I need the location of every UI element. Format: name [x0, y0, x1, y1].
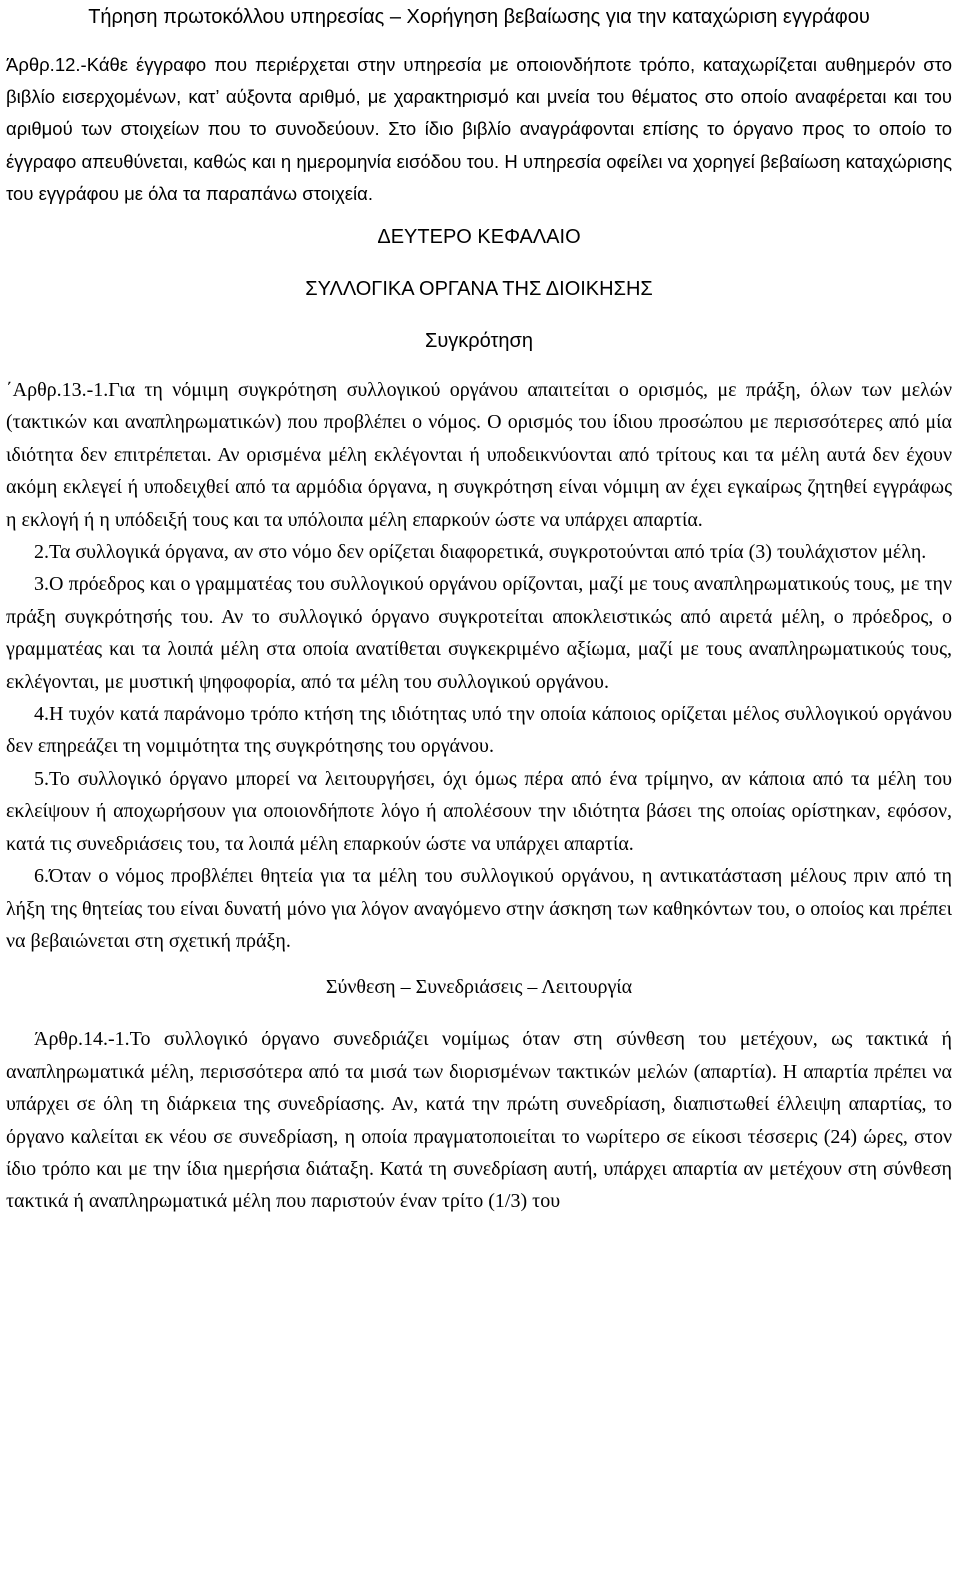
- section-2-title: Σύνθεση – Συνεδριάσεις – Λειτουργία: [325, 976, 633, 999]
- article-12-paragraph: Άρθρ.12.-Κάθε έγγραφο που περιέρχεται στην υπηρεσία με οποιονδήποτε τρόπο, καταχωρίζεται αυθημερόν στο βιβλίο εισερχομένων, κατ’ αύξοντα αριθμό, με χαρακτηρισμό και μνεία του θέματος στο οποίο αναφέρεται και του αριθμού των στοιχείων που το συνοδεύουν. Στο ίδιο βιβλίο αναγράφονται επίσης το όργανο προς το οποίο το έγγραφο απευθύνεται, καθώς και η ημερομηνία εισόδου του. Η υπηρεσία οφείλει να χορηγεί βεβαίωση καταχώρισης του εγγράφου με όλα τα παραπάνω στοιχεία.: [6, 54, 952, 204]
- document-title: Τήρηση πρωτοκόλλου υπηρεσίας – Χορήγηση βεβαίωσης για την καταχώριση εγγράφου: [88, 6, 870, 28]
- article-14-paragraph: Άρθρ.14.-1.Το συλλογικό όργανο συνεδριάζει νομίμως όταν στη σύνθεση του μετέχουν, ως τακτικά ή αναπληρωματικά μέλη, περισσότερα από τα μισά των διορισμένων τακτικών μελών (απαρτία). Η απαρτία πρέπει να υπάρχει σε όλη τη διάρκεια της συνεδρίασης. Αν, κατά την πρώτη συνεδρίαση, διαπιστωθεί έλλειψη απαρτίας, το όργανο καλείται εκ νέου σε συνεδρίαση, η οποία πραγματοποιείται το νωρίτερο σε είκοσι τέσσερις (24) ώρες, στον ίδιο τρόπο και με την ίδια ημερήσια διάταξη. Κατά τη συνεδρίαση αυτή, υπάρχει απαρτία αν μετέχουν στη σύνθεση τακτικά ή αναπληρωματικά μέλη που παριστούν έναν τρίτο (1/3) του: [6, 1028, 952, 1213]
- chapter-title: ΣΥΛΛΟΓΙΚΑ ΟΡΓΑΝΑ ΤΗΣ ΔΙΟΙΚΗΣΗΣ: [305, 278, 653, 301]
- article-13-paragraph-5: 5.Το συλλογικό όργανο μπορεί να λειτουργήσει, όχι όμως πέρα από ένα τρίμηνο, αν κάποια από τα μέλη του εκλείψουν ή αποχωρήσουν για οποιονδήποτε λόγο ή απολέσουν την ιδιότητα βάσει της οποίας ορίστηκαν, εφόσον, κατά τις συνεδριάσεις του, τα λοιπά μέλη επαρκούν ώστε να υπάρχει απαρτία.: [6, 767, 952, 855]
- article-13-paragraph-2: 2.Τα συλλογικά όργανα, αν στο νόμο δεν ορίζεται διαφορετικά, συγκροτούνται από τρία (3) τουλάχιστον μέλη.: [34, 541, 927, 564]
- section-title: Συγκρότηση: [424, 330, 533, 353]
- article-13-paragraph-1: ΄Αρθρ.13.-1.Για τη νόμιμη συγκρότηση συλλογικού οργάνου απαιτείται ο ορισμός, με πράξη, όλων των μελών (τακτικών και αναπληρωματικών) που προβλέπει ο νόμος. Ο ορισμός του ίδιου προσώπου με περισσότερες από μία ιδιότητα δεν επιτρέπεται. Αν ορισμένα μέλη εκλέγονται ή υποδεικνύονται από τρίτους και τα μέλη αυτά δεν έχουν ακόμη εκλεγεί ή υποδειχθεί από τα αρμόδια όργανα, η συγκρότηση είναι νόμιμη αν έχει εγκαίρως ζητηθεί εγγράφως η εκλογή ή η υπόδειξή τους και τα υπόλοιπα μέλη επαρκούν ώστε να υπάρχει απαρτία.: [6, 379, 952, 531]
- article-13-paragraph-4: 4.Η τυχόν κατά παράνομο τρόπο κτήση της ιδιότητας υπό την οποία κάποιος ορίζεται μέλος συλλογικού οργάνου δεν επηρεάζει τη νομιμότητα της συγκρότησης του οργάνου.: [6, 703, 952, 758]
- chapter-heading: ΔΕΥΤΕΡΟ ΚΕΦΑΛΑΙΟ: [377, 226, 581, 249]
- article-13-paragraph-6: 6.Όταν ο νόμος προβλέπει θητεία για τα μέλη του συλλογικού οργάνου, η αντικατάσταση μέλους πριν από τη λήξη της θητείας του είναι δυνατή μόνο για λόγον αναγόμενο στην άσκηση των καθηκόντων του, ο οποίος και πρέπει να βεβαιώνεται στη σχετική πράξη.: [6, 865, 952, 952]
- article-13-paragraph-3: 3.Ο πρόεδρος και ο γραμματέας του συλλογικού οργάνου ορίζονται, μαζί με τους αναπληρωματικούς τους, με την πράξη συγκρότησής του. Αν το συλλογικό όργανο συγκροτείται αποκλειστικώς από αιρετά μέλη, ο πρόεδρος, ο γραμματέας και τα λοιπά μέλη στα οποία ανατίθεται συγκεκριμένο αξίωμα, μαζί με τους αναπληρωματικούς τους, εκλέγονται, με μυστική ψηφοφορία, από τα μέλη του συλλογικού οργάνου.: [6, 573, 952, 693]
